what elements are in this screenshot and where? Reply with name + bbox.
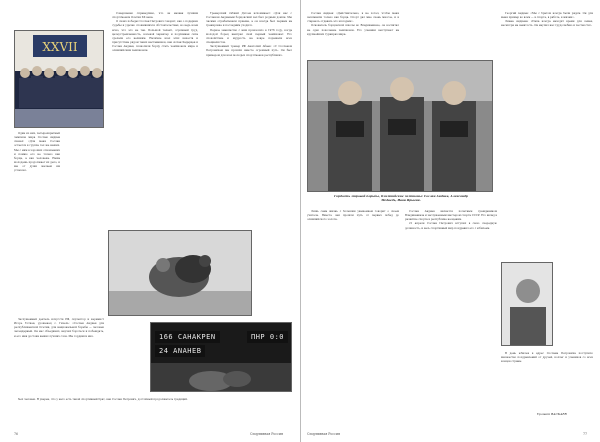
left-col1-para1: Один из них, четырехкратный чемпион мира Сослан Андиев сказал: «Для меня Сослан остается в группе тех же наших. Мы с ним в хороших отношениях и помню его не только как борца, а как человека. Наша молодежь продолжает их дело, и мы от души желаем им успехов». <box>14 132 60 173</box>
right-col3-para3: В день юбилея в адрес Сослана Петровича поступило множество поздравлений от друзей, коллег и учеников со всех концов страны. <box>501 352 593 364</box>
svg-text:XXVII: XXVII <box>42 40 78 54</box>
left-col1-para2: Заслуженный деятель искусств РФ, скульптор и керамист Игорь Тотиев, уроженец с. Гизель: «Сослан Андиев для республиканской Осетии, для национальной борьбы — человек легендарный. Он нас объединил, научил бороться и побеждать, и его имя достоин ваших лучших слов. Мы гордимся им». <box>14 318 104 338</box>
right-column-3b <box>501 352 593 408</box>
olympic-champions-photo <box>307 60 493 192</box>
right-page-number: 77 <box>583 432 588 436</box>
team-photo <box>14 30 104 128</box>
left-magazine-title: Спортивная Россия <box>250 432 284 436</box>
olympic-champions-graphic <box>308 61 493 192</box>
portrait-photo <box>501 262 553 346</box>
left-bottom-text <box>14 398 294 426</box>
right-column-1b <box>307 210 399 410</box>
right-magazine-title: Спортивная Россия <box>307 432 341 436</box>
left-col2-para2: О своих победах Сослан Петрович говорит, как о подарках судьбы и удачно сложившихся обстоятельствах, но ведь всем ясно, что это не так. Большой талант, огромный труд, целеустремленность, волевой характер и подлинная сила сделали его великим. Наличие всех этих качеств и присутствие рядом таких наставников, как Аслан Хадарцев и Сослан Андиев, позволили борцу стать чемпионом мира и олимпийским чемпионом. <box>112 20 198 53</box>
right-col1-para2: Основатель борцовской школы во Владикавказе, он воспитал не одно поколение чемпионов. Его ученики выступают на крупнейших турнирах мира. <box>307 24 399 36</box>
scoreboard-crowd <box>151 363 292 392</box>
wrestling-match-photo <box>108 230 252 316</box>
left-col3-para3: Заслуженный тренер РФ Анатолий Абаев: «С Сосланом Петровичем мы прошли вместе огромный путь. Он был примером для всех молодых спортсменов республики». <box>206 45 292 57</box>
left-col2-para1: Совершенно справедливо, что он назван лучшим спортсменом Осетии XX века. <box>112 12 198 20</box>
scoreboard-line1: 166 CAHAKPEN <box>155 331 220 343</box>
left-col3-para2: Первое знакомство с ним произошло в 1976 году, когда молодой борец выиграл свой первый чемпионат. Его спокойствие и мудрость на ковре поражали всех специалистов. <box>206 28 292 45</box>
portrait-graphic <box>502 263 553 346</box>
olympic-champions-caption: Гордость мировой борьбы, Олимпийские чемпионы: Сослан Андиев, Александр Медведь, Иван Ярыгин. <box>334 194 468 203</box>
right-page <box>300 0 600 442</box>
wrestling-match-graphic <box>109 231 252 316</box>
right-col2-para2: Сослан Андиев является почетным гражданином Владикавказа и заслуженным мастером спорта СССР. Его вклад в развитие спорта в республике неоценим. <box>405 210 497 222</box>
author-signature: Урожай ВАСКАЕВ <box>537 412 567 416</box>
left-column-2 <box>112 12 198 222</box>
left-column-3 <box>206 12 292 262</box>
right-col1-para1: Сослан Андиев: «Действительно, я не хотел, чтобы меня запомнили только как борца. Спорт дал мне очень многое, и я стараюсь отдавать это молодым». <box>307 12 399 24</box>
right-col3-para1: Георгий Андиев: «Мы с братом всегда были рядом. Он для меня пример во всем — в спорте, в работе, в жизни». <box>501 12 593 20</box>
right-column-3 <box>501 12 593 242</box>
scoreboard-line2: 24 ANAHEB <box>155 345 205 357</box>
left-bottom-para: был человек. Я уверен, что у него есть такой спортивный брат, как Сослан Петрович, достойный продолжатель традиций. <box>18 398 188 401</box>
scoreboard-side: ПНР 0:0 <box>247 331 288 343</box>
right-col2-para3: 21 апреля Сослан Петрович вступил в свою очередную должность, и весь спортивный мир поздравил его с юбилеем. <box>405 222 497 230</box>
scoreboard-photo <box>150 322 292 392</box>
right-col3-para2: Лиана Андиева: «Папа всегда находит время для семьи, несмотря на занятость. Он научил нас трудолюбию и честности». <box>501 20 593 28</box>
team-photo-graphic <box>15 31 104 128</box>
left-col3-para1: Тренерский гибкий Дзгоев вспоминает: «Для нас с Сосланом Андиевым борцовский зал был родным домом. Мы часами отрабатывали приемы, а он всегда был первым на тренировке и последним уходил». <box>206 12 292 28</box>
right-col2-para1: Лишь сама жизнь с большим уважением говорит о своем учителе. Вместе они прошли путь от первых побед до олимпийского золота. <box>307 210 399 222</box>
right-column-2 <box>405 210 497 420</box>
left-page-number: 76 <box>14 432 19 436</box>
